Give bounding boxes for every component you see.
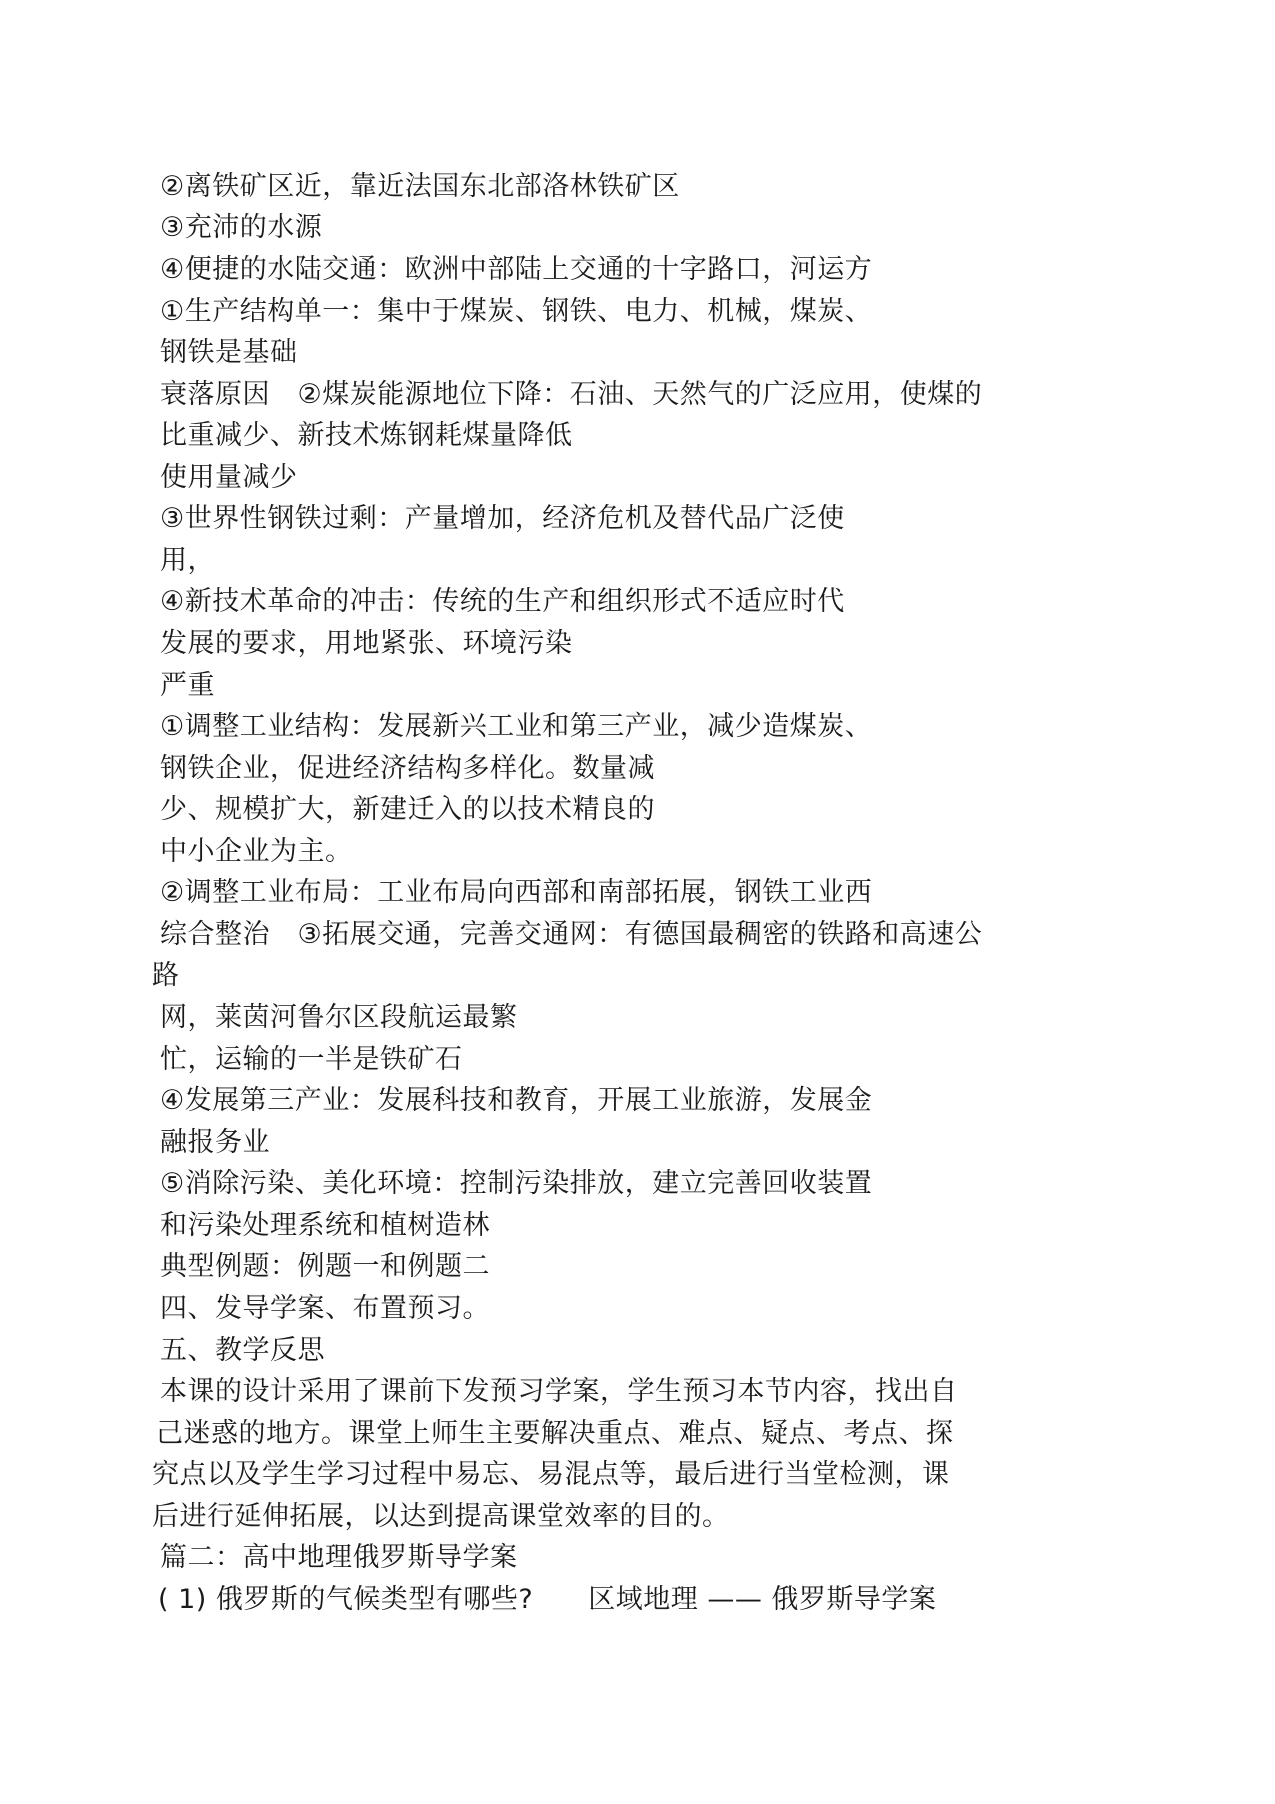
text-line: ②调整工业布局：工业布局向西部和南部拓展，钢铁工业西 [160,877,873,908]
text-line: 钢铁企业，促进经济结构多样化。数量减 [160,753,655,784]
text-line: 发展的要求，用地紧张、环境污染 [160,628,573,659]
text-line: 衰落原因 ②煤炭能源地位下降：石油、天然气的广泛应用，使煤的 [160,379,983,410]
text-line: 后进行延伸拓展，以达到提高课堂效率的目的。 [152,1501,730,1532]
text-line: 融报务业 [160,1127,270,1158]
text-line: 四、发导学案、布置预习。 [160,1293,490,1324]
text-line: 五、教学反思 [160,1335,325,1366]
text-line: 少、规模扩大，新建迁入的以技术精良的 [160,794,655,825]
text-line: ④便捷的水陆交通：欧洲中部陆上交通的十字路口，河运方 [160,254,873,285]
text-line: ③世界性钢铁过剩：产量增加，经济危机及替代品广泛使 [160,503,845,534]
text-line: 本课的设计采用了课前下发预习学案，学生预习本节内容，找出自 [160,1376,958,1407]
text-line: ①生产结构单一：集中于煤炭、钢铁、电力、机械，煤炭、 [160,296,873,327]
text-line: 篇二：高中地理俄罗斯导学案 [160,1542,518,1573]
text-line: 严重 [160,670,215,701]
text-line: 综合整治 ③拓展交通，完善交通网：有德国最稠密的铁路和高速公 [160,919,983,950]
text-line: ④新技术革命的冲击：传统的生产和组织形式不适应时代 [160,586,845,617]
text-line: 网，莱茵河鲁尔区段航运最繁 [160,1002,518,1033]
text-line: ④发展第三产业：发展科技和教育，开展工业旅游，发展金 [160,1085,873,1116]
text-line: ⑤消除污染、美化环境：控制污染排放，建立完善回收装置 [160,1168,873,1199]
text-line: 中小企业为主。 [160,836,353,867]
text-line: 使用量减少 [160,462,298,493]
text-line: 典型例题：例题一和例题二 [160,1251,490,1282]
text-line: 和污染处理系统和植树造林 [160,1210,490,1241]
text-line: 路 [152,960,180,991]
text-line: ①调整工业结构：发展新兴工业和第三产业，减少造煤炭、 [160,711,873,742]
text-line: 钢铁是基础 [160,337,298,368]
text-line: 究点以及学生学习过程中易忘、易混点等，最后进行当堂检测，课 [152,1459,950,1490]
text-line: 用， [160,545,215,576]
text-line: ③充沛的水源 [160,212,323,243]
text-line: 己迷惑的地方。课堂上师生主要解决重点、难点、疑点、考点、探 [156,1418,954,1449]
text-line: 比重减少、新技术炼钢耗煤量降低 [160,420,573,451]
text-line: 忙，运输的一半是铁矿石 [160,1044,463,1075]
text-line: ②离铁矿区近，靠近法国东北部洛林铁矿区 [160,171,680,202]
text-line: ( 1) 俄罗斯的气候类型有哪些? 区域地理 —— 俄罗斯导学案 [158,1584,937,1615]
